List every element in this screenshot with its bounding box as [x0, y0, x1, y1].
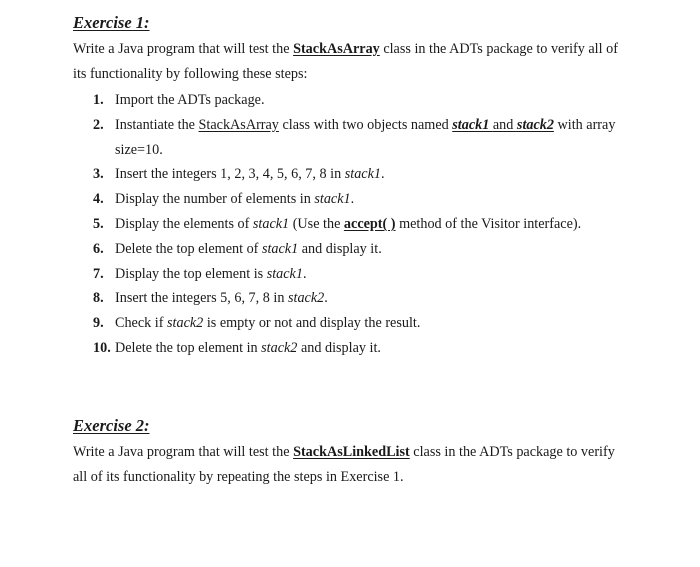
object-name-stack1: stack1 — [452, 116, 493, 133]
list-item — [93, 286, 615, 311]
exercise-1-steps-list — [93, 88, 615, 361]
step-number: 1. — [93, 92, 104, 108]
step-text: Display the number of elements in — [115, 191, 315, 208]
stack-name: stack1 — [344, 166, 381, 183]
list-item — [93, 88, 615, 113]
step-text: Insert the integers 5, 6, 7, 8 in — [115, 290, 288, 307]
step-text: . — [380, 166, 385, 183]
step-text: . — [302, 265, 307, 282]
step-number: 10. — [93, 339, 111, 356]
step-text: and display it. — [298, 240, 382, 257]
step-text: Display the top element is — [115, 265, 267, 282]
list-item — [93, 187, 615, 212]
step-number: 7. — [93, 265, 104, 282]
list-item — [93, 212, 615, 237]
list-item — [93, 162, 615, 187]
step-text: is empty or not and display the result. — [203, 315, 421, 332]
step-number: 3. — [93, 166, 104, 183]
step-text: Import the ADTs package. — [115, 92, 265, 108]
exercise-2-intro-line-2: all of its functionality by repeating the steps in Exercise 1. — [73, 469, 404, 485]
list-item — [93, 262, 615, 287]
step-text: Delete the top element in — [115, 339, 262, 356]
intro-text: class in the ADTs package to verify — [409, 444, 615, 460]
step-text: and — [492, 116, 517, 133]
stack-name: stack1 — [261, 240, 299, 257]
step-number: 2. — [93, 116, 104, 133]
class-name-stackasarray: StackAsArray — [198, 116, 279, 133]
step-number: 6. — [93, 240, 104, 257]
step-number: 5. — [93, 215, 104, 232]
step-text: Display the elements of — [115, 215, 253, 232]
step-number: 4. — [93, 191, 104, 208]
list-item — [93, 311, 615, 336]
exercise-2-heading: Exercise 2: — [73, 416, 150, 435]
stack-name: stack1 — [266, 265, 303, 282]
step-text: Delete the top element of — [115, 240, 262, 257]
exercise-1-heading: Exercise 1: — [73, 13, 150, 32]
intro-text: class in the ADTs package to verify all of — [379, 41, 618, 57]
class-name-stackaslinkedlist: StackAsLinkedList — [293, 444, 410, 460]
step-number: 9. — [93, 315, 104, 332]
stack-name: stack2 — [261, 339, 298, 356]
exercise-1-intro-line-1 — [73, 40, 618, 58]
step-number: 8. — [93, 290, 104, 307]
object-name-stack2: stack2 — [516, 116, 554, 133]
step-text: . — [350, 191, 355, 208]
intro-text: Write a Java program that will test the — [73, 41, 294, 57]
list-item — [93, 237, 615, 262]
list-item — [93, 336, 615, 361]
step-text: . — [324, 290, 328, 307]
intro-text: Write a Java program that will test the — [73, 444, 294, 460]
step-text: class with two objects named — [278, 116, 453, 133]
step-text: Insert the integers 1, 2, 3, 4, 5, 6, 7, 8 in — [115, 166, 345, 183]
method-name-accept: accept( ) — [343, 215, 396, 232]
step-text: with array — [553, 116, 616, 133]
step-text: Check if — [115, 315, 168, 332]
step-text: (Use the — [289, 215, 344, 232]
stack-name: stack2 — [167, 315, 204, 332]
step-text: method of the Visitor interface). — [395, 215, 582, 232]
step-text: and display it. — [297, 339, 381, 356]
list-item — [93, 113, 615, 163]
stack-name: stack1 — [252, 215, 290, 232]
step-continuation: size=10. — [115, 141, 163, 158]
stack-name: stack1 — [314, 191, 351, 208]
stack-name: stack2 — [287, 290, 325, 307]
class-name-stackasarray: StackAsArray — [293, 41, 380, 57]
exercise-1-intro-line-2: its functionality by following these steps: — [73, 66, 308, 82]
exercise-2-intro-line-1 — [73, 443, 615, 461]
step-text: Instantiate the — [115, 116, 199, 133]
